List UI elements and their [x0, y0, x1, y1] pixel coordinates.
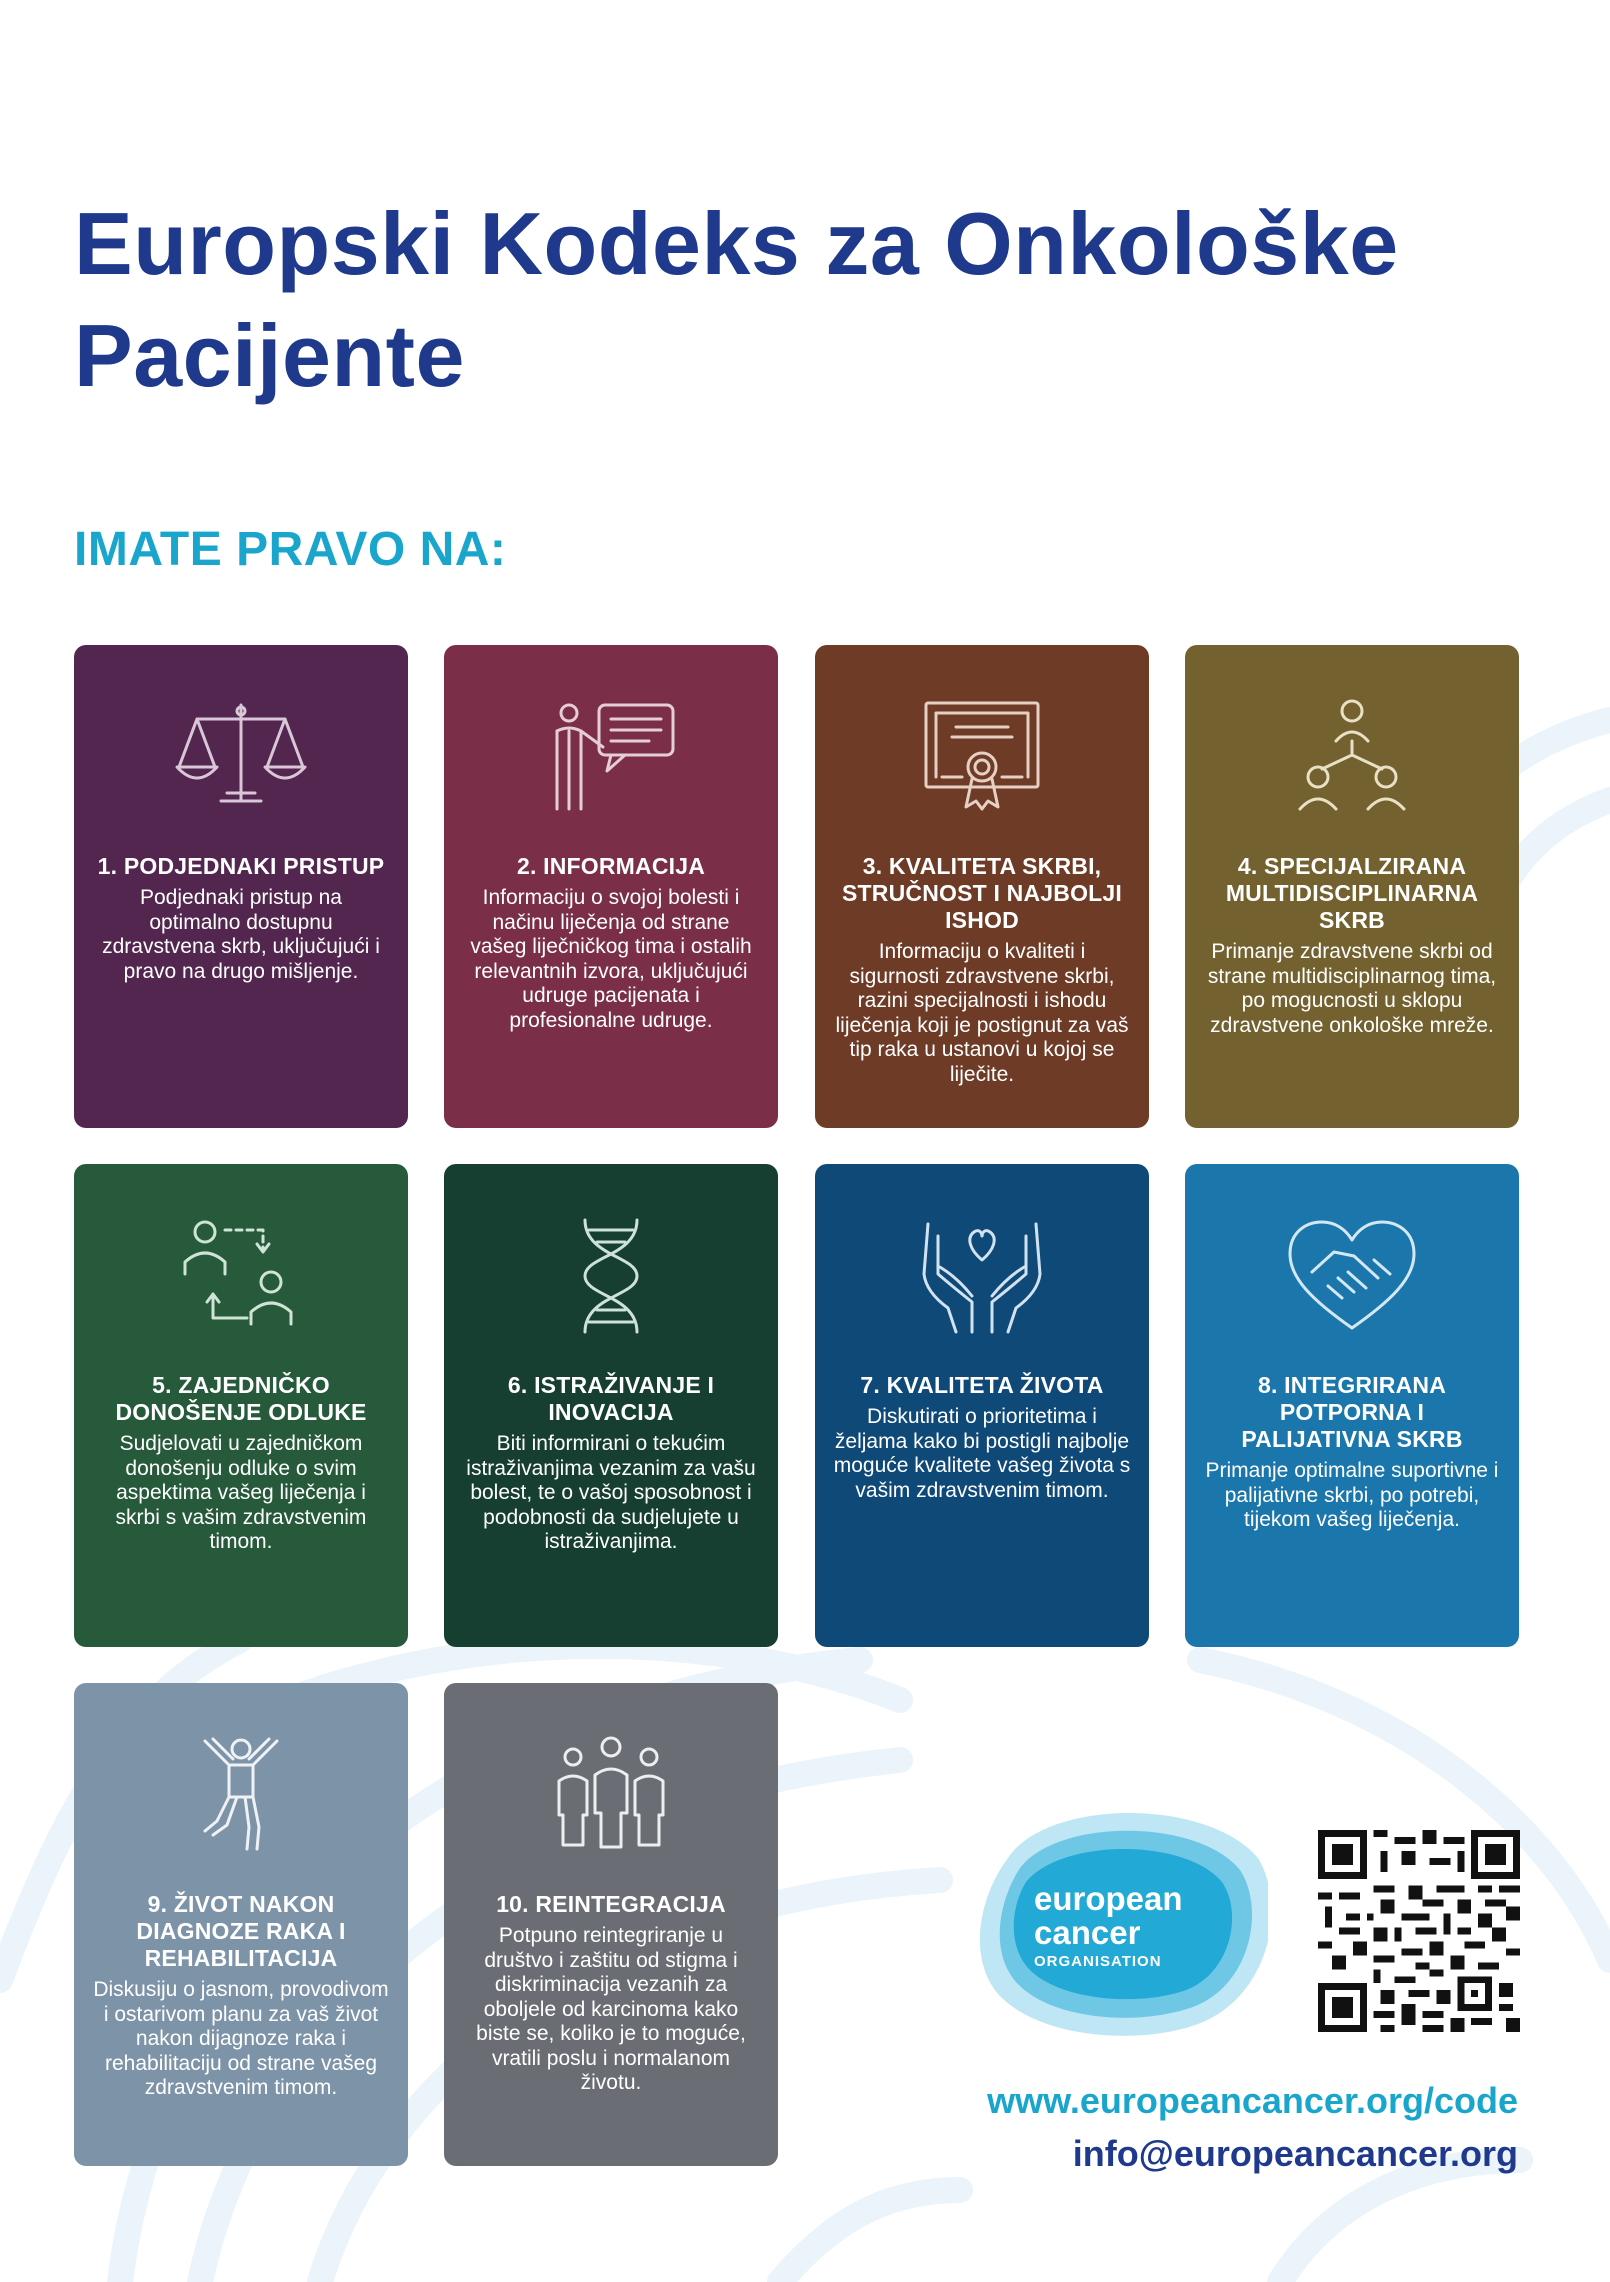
card-shared-decision — [74, 1164, 408, 1647]
card-text: Informaciju o svojoj bolesti i načinu liječenja od strane vašeg liječničkog tima i ostalih relevantnih izvora, uključujući udruge pacijenata i profesionalne udruge. — [470, 886, 752, 1032]
card-information — [444, 645, 778, 1128]
card-title: 10. REINTEGRACIJA — [496, 1891, 726, 1917]
team-network-icon — [1282, 697, 1422, 817]
card-title: 4. SPECIJALZIRANA MULTIDISCIPLINARNA SKRB — [1225, 853, 1479, 933]
handshake-heart-icon — [1282, 1216, 1422, 1336]
card-multidisciplinary-care — [1185, 645, 1519, 1128]
card-text: Diskutirati o prioritetima i željama kako bi postigli najbolje moguće kvalitete vašeg života s vašim zdravstvenim timom. — [833, 1405, 1131, 1502]
card-quality-of-care — [815, 645, 1149, 1128]
group-people-icon — [541, 1735, 681, 1855]
card-equal-access — [74, 645, 408, 1128]
page-title: Europski Kodeks za Onkološke Pacijente — [74, 194, 1399, 405]
hands-heart-icon — [912, 1216, 1052, 1336]
qr-code-icon — [1318, 1830, 1520, 2032]
logo-text-european: european — [1034, 1880, 1183, 1917]
card-title: 9. ŽIVOT NAKON DIAGNOZE RAKA I REHABILITACIJA — [136, 1891, 346, 1971]
card-title: 6. ISTRAŽIVANJE I INOVACIJA — [507, 1372, 715, 1425]
card-reintegration — [444, 1683, 778, 2166]
section-subtitle: IMATE PRAVO NA: — [74, 523, 507, 576]
card-title: 1. PODJEDNAKI PRISTUP — [97, 853, 385, 879]
card-text: Biti informirani o tekućim istraživanjima vezanim za vašu bolest, te o vašoj sposobnost i podobnosti da sudjelujete u istraživanjima. — [466, 1432, 756, 1553]
scales-icon — [171, 697, 311, 817]
card-text: Podjednaki pristup na optimalno dostupnu zdravstvena skrb, uključujući i pravo na drugo mišljenje. — [102, 886, 380, 983]
card-title: 7. KVALITETA ŽIVOTA — [860, 1372, 1104, 1398]
jumping-person-icon — [171, 1735, 311, 1855]
card-text: Sudjelovati u zajedničkom donošenju odluke o svim aspektima vašeg liječenja i skrbi s vašim zdravstvenim timom. — [115, 1432, 367, 1553]
presenter-speech-icon — [541, 697, 681, 817]
card-text: Informaciju o kvaliteti i sigurnosti zdravstvene skrbi, razini specijalnosti i ishodu liječenja koji je postignut za vaš tip raka u ustanovi u kojoj se liječite. — [835, 940, 1129, 1086]
card-title: 2. INFORMACIJA — [516, 853, 706, 879]
card-text: Primanje zdravstvene skrbi od strane multidisciplinarnog tima, po mogucnosti u sklopu zdravstvene onkološke mreže. — [1207, 940, 1497, 1037]
card-title: 5. ZAJEDNIČKO DONOŠENJE ODLUKE — [115, 1372, 367, 1425]
certificate-icon — [912, 697, 1052, 817]
card-title: 3. KVALITETA SKRBI, STRUČNOST I NAJBOLJI ISHOD — [841, 853, 1123, 933]
card-life-after-diagnosis — [74, 1683, 408, 2166]
logo-text-organisation: ORGANISATION — [1034, 1953, 1162, 1970]
logo-text-cancer: cancer — [1034, 1914, 1141, 1951]
dna-icon — [541, 1216, 681, 1336]
email-link[interactable]: info@europeancancer.org — [1072, 2133, 1518, 2174]
card-title: 8. INTEGRIRANA POTPORNA I PALIJATIVNA SKRB — [1241, 1372, 1463, 1452]
card-supportive-palliative-care — [1185, 1164, 1519, 1647]
card-text: Diskusiju o jasnom, provodivom i ostarivom planu za vaš život nakon dijagnoze raka i rehabilitaciju od strane vašeg zdravstvenim timom. — [93, 1978, 389, 2099]
card-text: Primanje optimalne suportivne i palijativne skrbi, po potrebi, tijekom vašeg liječenja. — [1205, 1459, 1499, 1531]
card-text: Potpuno reintegriranje u društvo i zaštitu od stigma i diskriminacija vezanih za oboljele od karcinoma kako biste se, koliko je to moguće, vratili poslu i normalanom životu. — [476, 1924, 746, 2094]
website-link[interactable]: www.europeancancer.org/code — [987, 2080, 1518, 2121]
european-cancer-organisation-logo — [968, 1798, 1268, 2038]
people-exchange-icon — [171, 1216, 311, 1336]
card-research-innovation — [444, 1164, 778, 1647]
card-quality-of-life — [815, 1164, 1149, 1647]
